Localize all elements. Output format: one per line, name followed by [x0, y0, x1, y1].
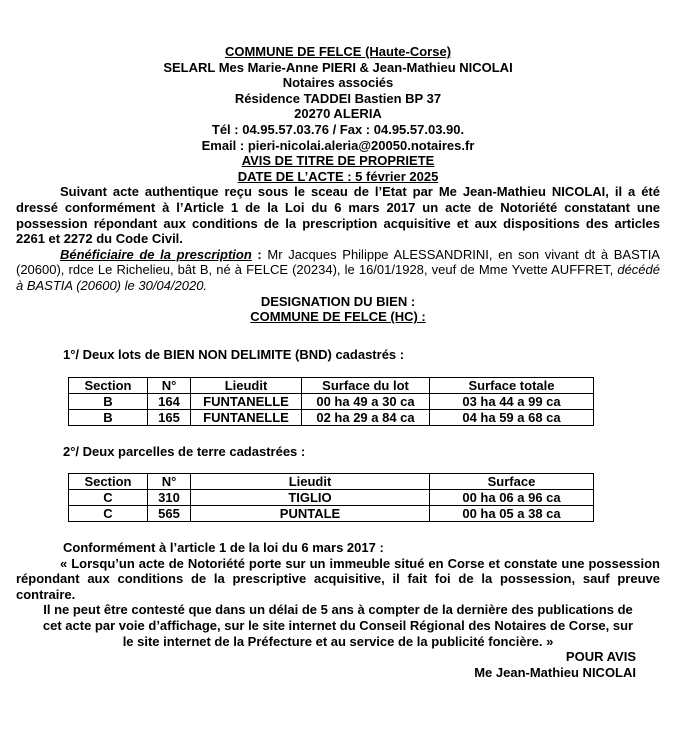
cell: 00 ha 49 a 30 ca	[302, 394, 430, 410]
article-intro: Conformément à l’article 1 de la loi du 6 mars 2017 :	[63, 540, 384, 555]
pour-avis: POUR AVIS	[565, 649, 636, 665]
article-quote-1: « Lorsqu’un acte de Notoriété porte sur un immeuble situé en Corse et constate une possession répondant aux conditions de la prescriptive acquisitive, il fait foi de la possession, sauf preuve contraire.	[16, 555, 660, 602]
cell: 165	[148, 410, 191, 426]
parcels-table	[68, 473, 594, 522]
notice-title: AVIS DE TITRE DE PROPRIETE	[241, 153, 435, 169]
col-surface-lot: Surface du lot	[302, 378, 430, 394]
table-header-row	[69, 474, 594, 490]
article-block	[16, 540, 660, 680]
cell: 310	[148, 490, 191, 506]
cell: PUNTALE	[191, 506, 430, 522]
cell: 03 ha 44 a 99 ca	[430, 394, 594, 410]
cell: 00 ha 06 a 96 ca	[430, 490, 594, 506]
postal-city: 20270 ALERIA	[294, 106, 382, 122]
table-row	[69, 410, 594, 426]
address-line: Résidence TADDEI Bastien BP 37	[234, 90, 442, 106]
cell: 00 ha 05 a 38 ca	[430, 506, 594, 522]
signature: Me Jean-Mathieu NICOLAI	[474, 664, 636, 680]
cell: B	[69, 410, 148, 426]
table-header-row	[69, 378, 594, 394]
cell: FUNTANELLE	[191, 394, 302, 410]
intro-paragraph: Suivant acte authentique reçu sous le sceau de l’Etat par Me Jean-Mathieu NICOLAI, il a été dressé conformément à l’Article 1 de la Loi du 6 mars 2017 un acte de Notoriété constatant une possession répondant aux conditions de la prescription acquisitive et aux dispositions des articles 2261 et 2272 du Code Civil.	[16, 184, 660, 247]
col-number: N°	[148, 474, 191, 490]
cell: B	[69, 394, 148, 410]
beneficiary-deceased: décédé à BASTIA (20600) le 30/04/2020.	[16, 262, 660, 293]
designation-commune: COMMUNE DE FELCE (HC) :	[250, 309, 426, 325]
beneficiary-colon: :	[251, 246, 268, 262]
notary-subtitle: Notaires associés	[282, 75, 394, 91]
designation-title: DESIGNATION DU BIEN :	[260, 293, 416, 309]
col-lieudit: Lieudit	[191, 474, 430, 490]
table-row	[69, 394, 594, 410]
col-lieudit: Lieudit	[191, 378, 302, 394]
table-row	[69, 506, 594, 522]
beneficiary-label: Bénéficiaire de la prescription	[60, 246, 252, 262]
commune-heading: COMMUNE DE FELCE (Haute-Corse)	[224, 44, 452, 59]
table-row	[69, 490, 594, 506]
email-line: Email : pieri-nicolai.aleria@20050.notaires.fr	[201, 137, 475, 153]
bnd-lots-table	[68, 377, 594, 426]
cell: FUNTANELLE	[191, 410, 302, 426]
cell: 02 ha 29 a 84 ca	[302, 410, 430, 426]
col-surface: Surface	[430, 474, 594, 490]
section2-heading: 2°/ Deux parcelles de terre cadastrées :	[63, 444, 306, 459]
phone-fax: Tél : 04.95.57.03.76 / Fax : 04.95.57.03.90.	[211, 121, 465, 137]
col-section: Section	[69, 378, 148, 394]
beneficiary-paragraph	[16, 247, 660, 294]
article-quote-2: Il ne peut être contesté que dans un délai de 5 ans à compter de la dernière des publications de cet acte par voie d’affichage, sur le site internet du Conseil Régional des Notaires de Corse, sur le site internet de la Préfecture et au service de la publicité foncière. »	[42, 602, 634, 649]
cell: 565	[148, 506, 191, 522]
cell: C	[69, 506, 148, 522]
cell: 164	[148, 394, 191, 410]
col-surface-total: Surface totale	[430, 378, 594, 394]
col-section: Section	[69, 474, 148, 490]
notary-firm: SELARL Mes Marie-Anne PIERI & Jean-Mathieu NICOLAI	[163, 59, 513, 75]
beneficiary-text: Mr Jacques Philippe ALESSANDRINI, en son vivant dt à BASTIA (20600), rdce Le Richelieu, bât B, né à FELCE (20234), le 16/01/1928, veuf de Mme Yvette AUFFRET,	[16, 246, 660, 278]
cell: C	[69, 490, 148, 506]
act-date: DATE DE L’ACTE : 5 février 2025	[237, 168, 439, 184]
cell: TIGLIO	[191, 490, 430, 506]
section1-heading: 1°/ Deux lots de BIEN NON DELIMITE (BND) cadastrés :	[63, 347, 405, 362]
col-number: N°	[148, 378, 191, 394]
notice-document	[16, 44, 660, 325]
cell: 04 ha 59 a 68 ca	[430, 410, 594, 426]
